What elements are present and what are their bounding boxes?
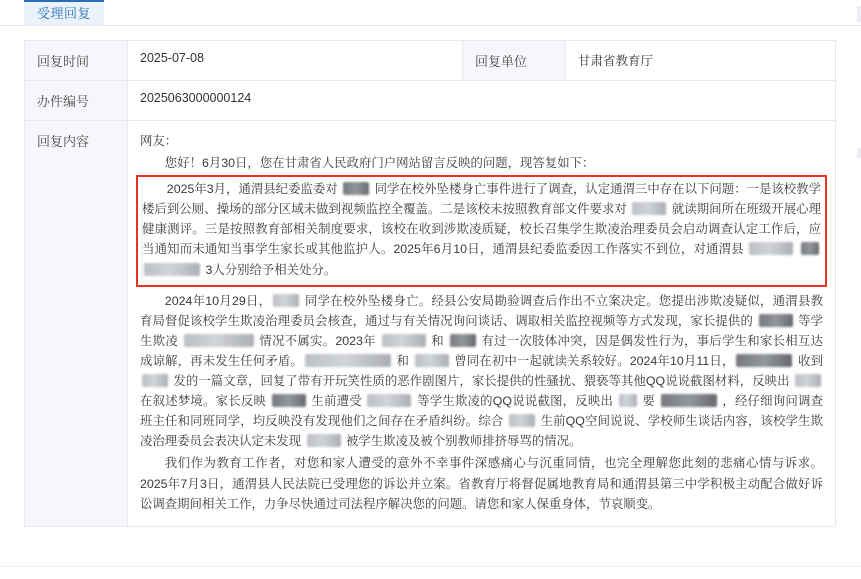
redacted-name: [801, 242, 819, 255]
value-reply-unit: 甘肃省教育厅: [566, 41, 836, 81]
redacted-name: [795, 374, 821, 387]
redacted-name: [272, 394, 306, 407]
value-reply-time: 2025-07-08: [128, 41, 463, 81]
redacted-name: [509, 414, 535, 427]
scroll-artifact-top: [857, 6, 861, 22]
table-row: [25, 41, 836, 81]
tabbar-divider: [0, 25, 861, 26]
value-case-number: 2025063000000124: [128, 81, 836, 121]
table-row: [25, 81, 836, 121]
redacted-name: [749, 242, 793, 255]
label-reply-content: 回复内容: [25, 121, 128, 527]
redacted-name: [305, 354, 391, 367]
reply-record-table: [24, 40, 836, 527]
redacted-name: [632, 202, 666, 215]
redacted-name: [736, 354, 792, 367]
redacted-name: [144, 263, 200, 276]
salutation: 网友：: [140, 134, 178, 148]
table-row: [25, 121, 836, 527]
highlighted-paragraph-box: [136, 175, 827, 286]
highlighted-paragraph: 2025年3月，通渭县纪委监委对 同学在校外坠楼身亡事件进行了调查，认定通渭三中存在以下问题：一是该校教学楼后到公厕、操场的部分区域未做到视频监控全覆盖。二是该校未按照教育部文件要求对 就读期间所在班级开展心理健康测评。三是按照教育部相关制度要求，该校在收到涉欺凌质疑，校长召集学生欺凌治理委员会启动调查认定工作后，应当通知而未通知当事学生家长或其他监护人。2025年6月10日，通渭县纪委监委因工作落实不到位，对通渭县 3人分别给予相关处分。: [142, 182, 821, 277]
reply-content-body: [128, 121, 836, 527]
label-reply-time: 回复时间: [25, 41, 128, 81]
label-case-number: 办件编号: [25, 81, 128, 121]
redacted-name: [184, 334, 254, 347]
redacted-name: [142, 374, 168, 387]
scroll-artifact-mid: [857, 148, 861, 158]
redacted-name: [619, 394, 637, 407]
redacted-name: [415, 354, 449, 367]
redacted-name: [307, 434, 341, 447]
label-reply-unit: 回复单位: [463, 41, 566, 81]
redacted-name: [661, 394, 717, 407]
redacted-name: [759, 314, 793, 327]
paragraph-2: 2024年10月29日， 同学在校外坠楼身亡。经县公安局勘验调查后作出不立案决定。您提出涉欺凌疑似，通渭县教育局督促该校学生欺凌治理委员会核查，通过与有关情况询问谈话、调取相关监控视频等方式发现，家长提供的 等学生欺凌 情况不属实。2023年 和 有过一次肢体冲突，因是偶发性行为，事后学生和家长相互达成谅解，再未发生任何矛盾。 和 曾同在初中一起就读关系较好。2024年10月11日， 收到 发的一篇文章，回复了带有开玩笑性质的恶作剧图片，家长提供的性骚扰、猥亵等其他QQ说说截图材料，反映出 在叙述梦境。家长反映 生前遭受 等学生欺凌的QQ说说截图，反映出 要 ，经仔细询问调查班主任和同班同学，均反映没有发现他们之间存在矛盾纠纷。综合 生前QQ空间说说、学校师生谈话内容，该校学生欺凌治理委员会表决认定未发现 被学生欺凌及被个别教师排挤辱骂的情况。: [140, 293, 823, 449]
redacted-name: [367, 394, 411, 407]
tab-accepted-reply[interactable]: [24, 0, 104, 26]
redacted-name: [343, 182, 369, 195]
page-bottom-divider: [0, 566, 861, 567]
redacted-name: [382, 334, 426, 347]
tab-label: 受理回复: [37, 6, 92, 21]
paragraph-3: 我们作为教育工作者，对您和家人遭受的意外不幸事件深感痛心与沉重同情，也完全理解您此刻的悲痛心情与诉求。2025年7月3日，通渭县人民法院已受理您的诉讼并立案。省教育厅将督促属地教育局和通渭县第三中学积极主动配合做好诉讼调查期间相关工作，力争尽快通过司法程序解决您的问题。请您和家人保重身体，节哀顺变。: [140, 456, 823, 511]
redacted-name: [273, 294, 299, 307]
tabbar: [24, 0, 104, 26]
redacted-name: [450, 334, 476, 347]
opening-paragraph: 您好！6月30日，您在甘肃省人民政府门户网站留言反映的问题，现答复如下：: [164, 156, 595, 171]
